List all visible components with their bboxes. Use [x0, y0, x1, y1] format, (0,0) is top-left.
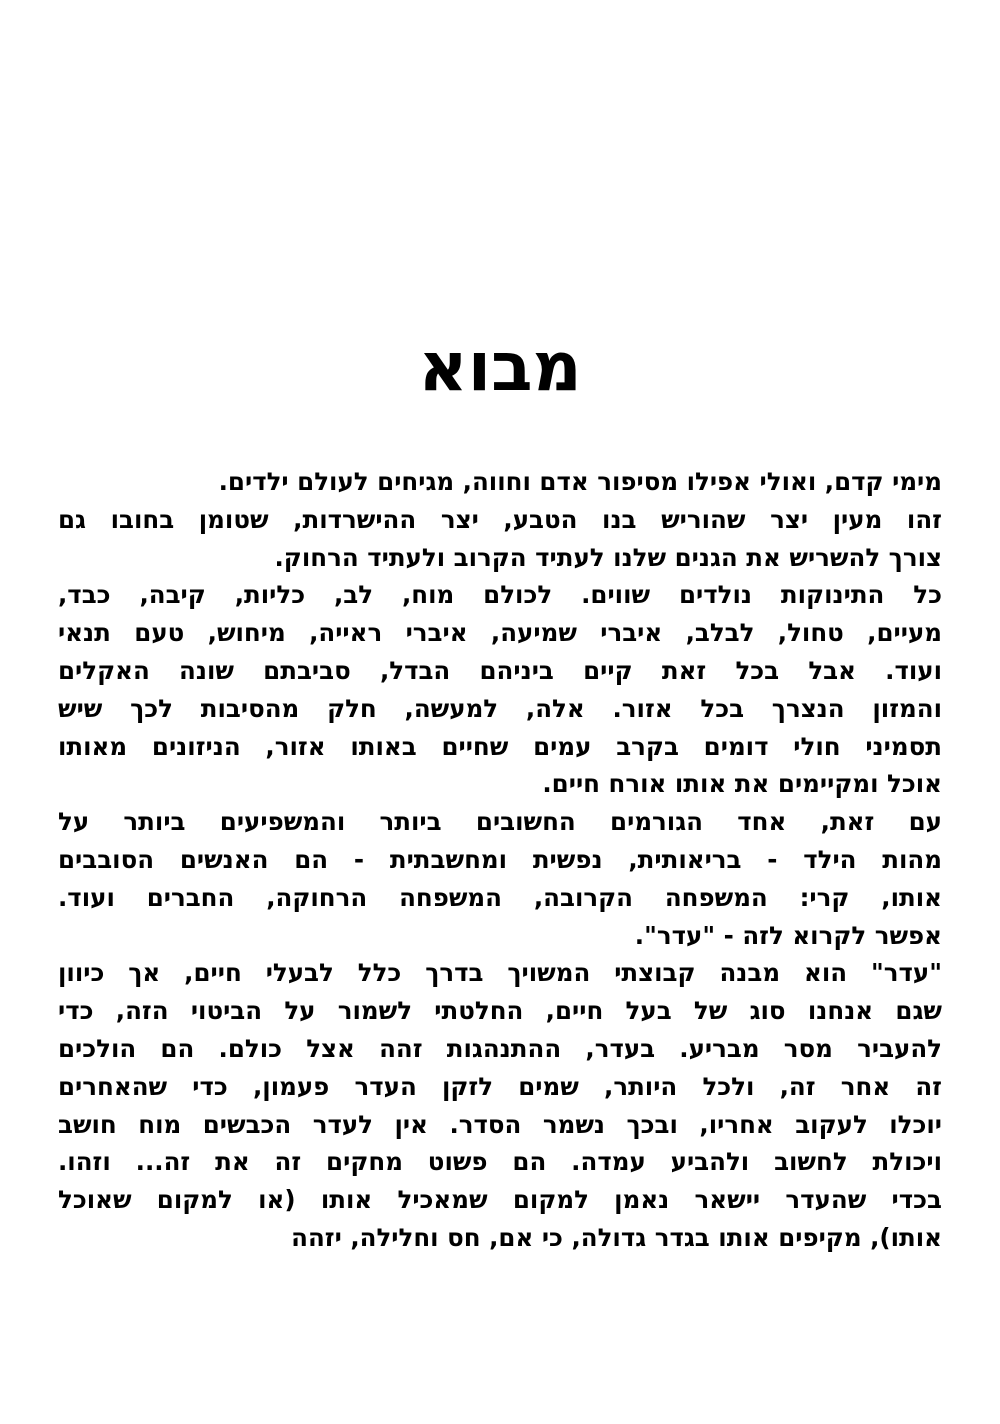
- text-line: והמזון הנצרך בכל אזור. אלה, למעשה, חלק מהסיבות לכך שיש: [58, 693, 942, 723]
- text-line: "עדר" הוא מבנה קבוצתי המשויך בדרך כלל לבעלי חיים, אך כיוון: [58, 958, 942, 988]
- text-line: צורך להשריש את הגנים שלנו לעתיד הקרוב ולעתיד הרחוק.: [274, 542, 942, 572]
- text-line: זה אחר זה, ולכל היותר, שמים לזקן העדר פעמון, כדי שהאחרים: [58, 1071, 942, 1101]
- text-line: מהות הילד - בריאותית, נפשית ומחשבתית - הם האנשים הסובבים: [58, 844, 942, 874]
- text-line: יוכלו לעקוב אחריו, ובכך נשמר הסדר. אין לעדר הכבשים מוח חושב: [58, 1109, 942, 1139]
- text-line: מעיים, טחול, לבלב, איברי שמיעה, איברי ראייה, מיחוש, טעם תנאי: [58, 618, 942, 648]
- text-line: אוכל ומקיימים את אותו אורח חיים.: [542, 769, 942, 799]
- text-line: מימי קדם, ואולי אפילו מסיפור אדם וחווה, מגיחים לעולם ילדים.: [218, 467, 942, 496]
- text-line: אותו), מקיפים אותו בגדר גדולה, כי אם, חס וחלילה, יזהה: [291, 1222, 942, 1252]
- body-text: [58, 463, 942, 1257]
- text-line: בכדי שהעדר יישאר נאמן למקום שמאכיל אותו (או למקום שאוכל: [58, 1185, 942, 1215]
- text-line: להעביר מסר מבריע. בעדר, ההתנהגות זהה אצל כולם. הם הולכים: [58, 1033, 942, 1063]
- text-line: תסמיני חולי דומים בקרב עמים שחיים באותו אזור, הניזונים מאותו: [58, 731, 942, 761]
- text-line: אפשר לקרוא לזה - "עדר".: [634, 920, 942, 950]
- text-line: עם זאת, אחד הגורמים החשובים ביותר והמשפיעים ביותר על: [58, 807, 942, 837]
- text-line: ויכולת לחשוב ולהביע עמדה. הם פשוט מחקים זה את זה... וזהו.: [58, 1147, 942, 1177]
- text-line: זהו מעין יצר שהוריש בנו הטבע, יצר ההישרדות, שטומן בחובו גם: [58, 504, 942, 534]
- text-line: שגם אנחנו סוג של בעל חיים, החלטתי לשמור על הביטוי הזה, כדי: [58, 996, 942, 1026]
- page-title: מבוא: [418, 328, 582, 407]
- text-line: כל התינוקות נולדים שווים. לכולם מוח, לב, כליות, קיבה, כבד,: [58, 580, 942, 610]
- text-line: ועוד. אבל בכל זאת קיים ביניהם הבדל, סביבתם שונה האקלים: [58, 655, 942, 685]
- text-line: אותו, קרי: המשפחה הקרובה, המשפחה הרחוקה, החברים ועוד.: [58, 882, 942, 912]
